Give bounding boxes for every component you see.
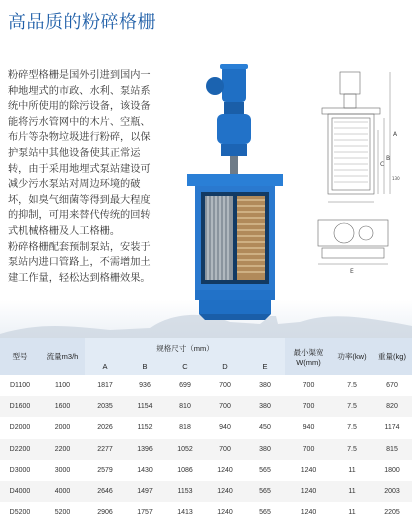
cell-flow: 4000 bbox=[40, 481, 85, 502]
cell-e: 380 bbox=[245, 396, 285, 417]
table-row bbox=[0, 417, 412, 438]
header-model: 型号 bbox=[0, 338, 40, 375]
cell-w: 1240 bbox=[285, 502, 332, 523]
cell-flow: 1100 bbox=[40, 375, 85, 396]
dim-e-label: E bbox=[350, 268, 354, 275]
cell-weight: 815 bbox=[372, 439, 412, 460]
cell-flow: 3000 bbox=[40, 460, 85, 481]
page-title: 高品质的粉碎格栅 bbox=[8, 12, 156, 33]
screen-drum bbox=[205, 196, 233, 280]
cell-power: 11 bbox=[332, 502, 372, 523]
table-row bbox=[0, 375, 412, 396]
description-text bbox=[8, 68, 156, 286]
cell-w: 700 bbox=[285, 375, 332, 396]
cutter-stack bbox=[237, 196, 265, 280]
cell-c: 699 bbox=[165, 375, 205, 396]
cell-weight: 670 bbox=[372, 375, 412, 396]
cell-weight: 2205 bbox=[372, 502, 412, 523]
cell-model: D2200 bbox=[0, 439, 40, 460]
cell-power: 7.5 bbox=[332, 439, 372, 460]
cell-b: 1430 bbox=[125, 460, 165, 481]
cell-e: 450 bbox=[245, 417, 285, 438]
spec-table-container bbox=[0, 338, 412, 531]
cell-model: D2000 bbox=[0, 417, 40, 438]
cell-weight: 820 bbox=[372, 396, 412, 417]
header-flow: 流量m3/h bbox=[40, 338, 85, 375]
header-col-c: C bbox=[165, 358, 205, 375]
cell-power: 11 bbox=[332, 481, 372, 502]
header-col-a: A bbox=[85, 358, 125, 375]
cell-power: 7.5 bbox=[332, 375, 372, 396]
cell-w: 1240 bbox=[285, 460, 332, 481]
table-row bbox=[0, 439, 412, 460]
table-row bbox=[0, 502, 412, 523]
cell-flow: 2200 bbox=[40, 439, 85, 460]
dim-c-label: C bbox=[380, 161, 385, 168]
description-paragraph-2: 粉碎格栅配套预制泵站，安装于泵站内进口管路上，不需增加土建工作量，轻松达到格栅效果。 bbox=[8, 241, 151, 284]
header-col-e: E bbox=[245, 358, 285, 375]
cell-model: D1600 bbox=[0, 396, 40, 417]
spec-table bbox=[0, 338, 412, 523]
cell-weight: 2003 bbox=[372, 481, 412, 502]
cell-d: 1240 bbox=[205, 502, 245, 523]
cell-c: 1413 bbox=[165, 502, 205, 523]
header-weight: 重量(kg) bbox=[372, 338, 412, 375]
cell-d: 700 bbox=[205, 375, 245, 396]
cell-e: 380 bbox=[245, 375, 285, 396]
cell-d: 1240 bbox=[205, 481, 245, 502]
header-power: 功率(kw) bbox=[332, 338, 372, 375]
cell-power: 7.5 bbox=[332, 417, 372, 438]
cell-e: 565 bbox=[245, 460, 285, 481]
table-row bbox=[0, 460, 412, 481]
cell-w: 1240 bbox=[285, 481, 332, 502]
table-row bbox=[0, 481, 412, 502]
cell-d: 700 bbox=[205, 396, 245, 417]
cell-a: 2277 bbox=[85, 439, 125, 460]
grinder-screen-illustration bbox=[175, 58, 295, 323]
cell-a: 2579 bbox=[85, 460, 125, 481]
cell-b: 1154 bbox=[125, 396, 165, 417]
cell-model: D3000 bbox=[0, 460, 40, 481]
cell-c: 810 bbox=[165, 396, 205, 417]
dimension-drawings bbox=[300, 70, 410, 300]
cell-b: 1396 bbox=[125, 439, 165, 460]
dim-130-label: 130 bbox=[392, 176, 400, 181]
cell-a: 2026 bbox=[85, 417, 125, 438]
cell-flow: 5200 bbox=[40, 502, 85, 523]
dim-a-label: A bbox=[393, 131, 398, 138]
cell-model: D4000 bbox=[0, 481, 40, 502]
table-row bbox=[0, 396, 412, 417]
cell-model: D1100 bbox=[0, 375, 40, 396]
cell-e: 565 bbox=[245, 481, 285, 502]
header-col-d: D bbox=[205, 358, 245, 375]
dim-b-label: B bbox=[386, 155, 391, 162]
header-spec-group: 规格尺寸（mm） bbox=[85, 338, 285, 358]
cell-c: 1052 bbox=[165, 439, 205, 460]
cell-flow: 1600 bbox=[40, 396, 85, 417]
cell-a: 2035 bbox=[85, 396, 125, 417]
cell-power: 7.5 bbox=[332, 396, 372, 417]
description-paragraph-1: 粉碎型格栅是国外引进到国内一种地埋式的市政、水利、泵站系统中所使用的除污设备，该设备能将污水管网中的木片、空瓶、布片等杂物垃圾进行粉碎，以保护泵站中其他设备使其正常运转，由于采用地埋式泵站建设可减少污水泵站对周边环境的破坏，如臭气细菌等得到最大程度的抑制，可用来替代传统的回转式机械格栅及人工格栅。 bbox=[8, 70, 151, 237]
cell-power: 11 bbox=[332, 460, 372, 481]
cell-e: 565 bbox=[245, 502, 285, 523]
cell-b: 1152 bbox=[125, 417, 165, 438]
cell-b: 936 bbox=[125, 375, 165, 396]
cell-a: 1817 bbox=[85, 375, 125, 396]
cell-b: 1757 bbox=[125, 502, 165, 523]
cell-w: 940 bbox=[285, 417, 332, 438]
cell-d: 940 bbox=[205, 417, 245, 438]
cell-d: 1240 bbox=[205, 460, 245, 481]
cell-model: D5200 bbox=[0, 502, 40, 523]
cell-c: 1153 bbox=[165, 481, 205, 502]
cell-d: 700 bbox=[205, 439, 245, 460]
cell-w: 700 bbox=[285, 396, 332, 417]
cell-flow: 2000 bbox=[40, 417, 85, 438]
header-col-b: B bbox=[125, 358, 165, 375]
cell-c: 818 bbox=[165, 417, 205, 438]
cell-a: 2906 bbox=[85, 502, 125, 523]
header-min-channel: 最小渠宽W(mm) bbox=[285, 338, 332, 375]
cell-weight: 1800 bbox=[372, 460, 412, 481]
cell-weight: 1174 bbox=[372, 417, 412, 438]
cell-b: 1497 bbox=[125, 481, 165, 502]
cell-c: 1086 bbox=[165, 460, 205, 481]
cell-w: 700 bbox=[285, 439, 332, 460]
cell-a: 2646 bbox=[85, 481, 125, 502]
cell-e: 380 bbox=[245, 439, 285, 460]
